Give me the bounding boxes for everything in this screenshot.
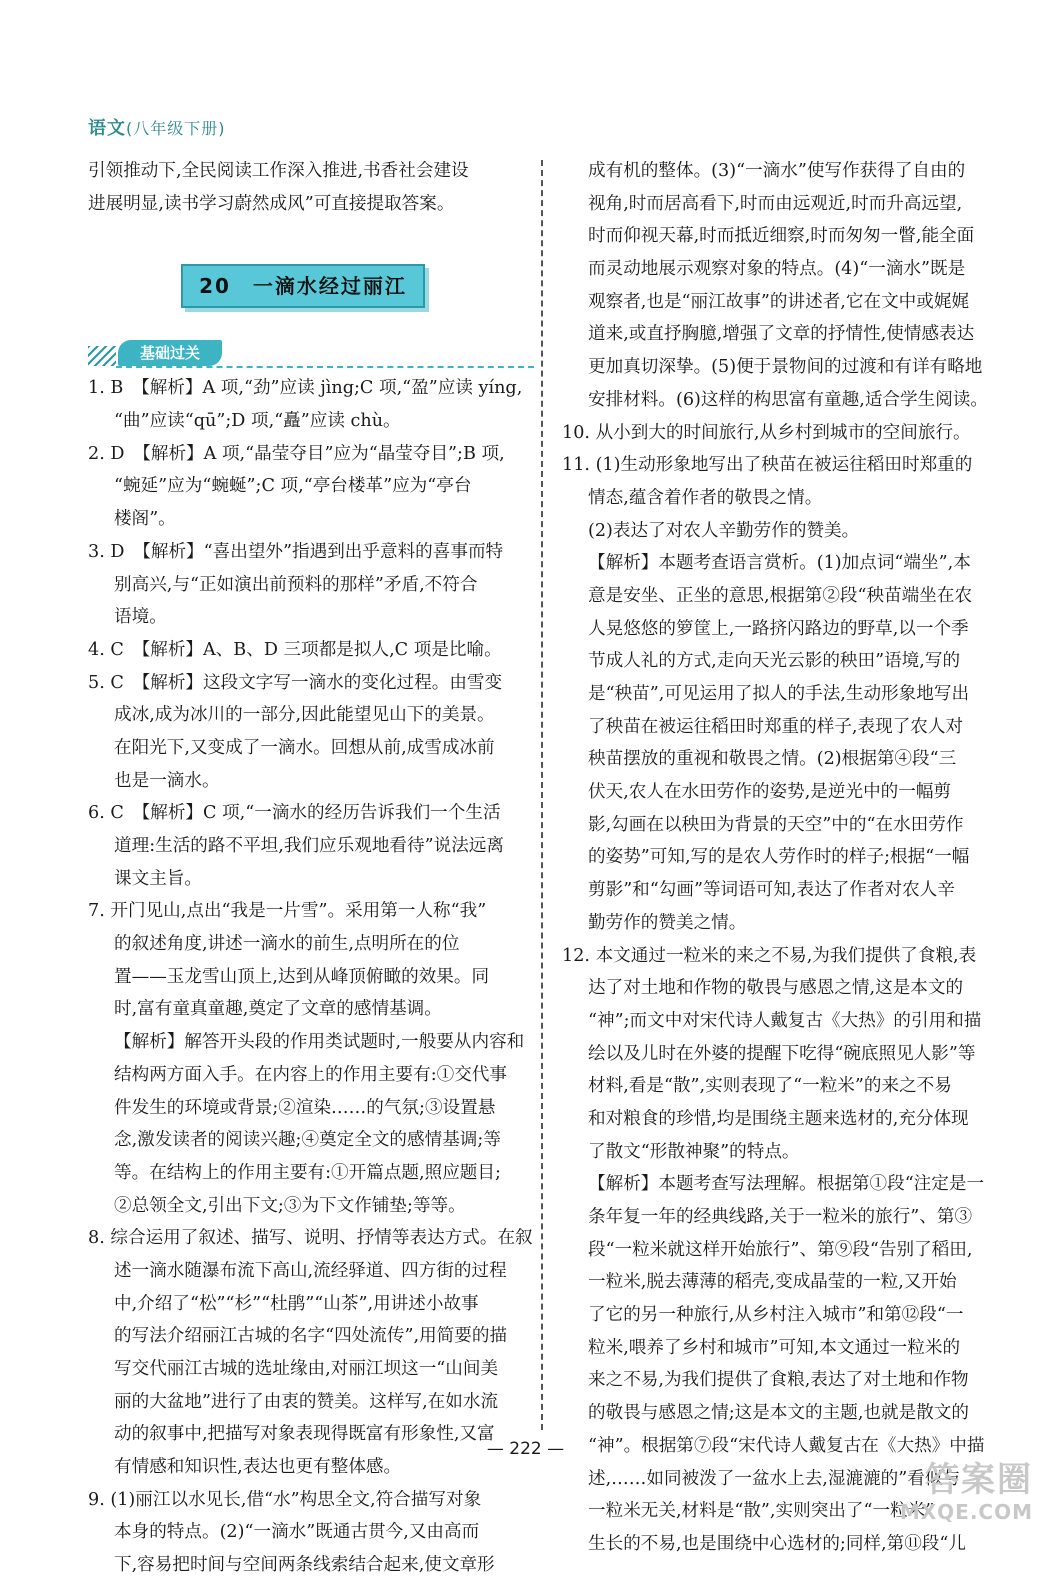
text-line: 下,容易把时间与空间两条线索结合起来,使文章形 bbox=[114, 1555, 495, 1576]
text-line: 11. (1)生动形象地写出了秧苗在被运往稻田时郑重的 bbox=[562, 455, 973, 476]
watermark-logo bbox=[873, 1460, 1033, 1530]
text-line: 的叙述角度,讲述一滴水的前生,点明所在的位 bbox=[114, 934, 460, 955]
text-line: 时,富有童真童趣,奠定了文章的感情基调。 bbox=[114, 999, 442, 1020]
text-line: 有情感和知识性,表达也更有整体感。 bbox=[114, 1457, 402, 1478]
text-line: 观察者,也是“丽江故事”的讲述者,它在文中或娓娓 bbox=[588, 291, 970, 312]
text-line: 道来,或直抒胸臆,增强了文章的抒情性,使情感表达 bbox=[588, 324, 975, 345]
text-line: 【解析】本题考查写法理解。根据第①段“注定是一 bbox=[588, 1174, 985, 1195]
running-header bbox=[88, 114, 226, 140]
text-line: 【解析】解答开头段的作用类试题时,一般要从内容和 bbox=[114, 1032, 525, 1053]
intro-text bbox=[88, 155, 534, 220]
text-line: 述,……如同被泼了一盆水上去,湿漉漉的”看似与 bbox=[588, 1468, 961, 1489]
text-line: 置——玉龙雪山顶上,达到从峰顶俯瞰的效果。同 bbox=[114, 966, 490, 987]
text-line: (2)表达了对农人辛勤劳作的赞美。 bbox=[588, 520, 860, 541]
text-line: 5. C 【解析】这段文字写一滴水的变化过程。由雪变 bbox=[88, 672, 503, 693]
text-line: 7. 开门见山,点出“我是一片雪”。采用第一人称“我” bbox=[88, 901, 487, 922]
section-rule bbox=[116, 366, 534, 368]
left-column bbox=[88, 155, 534, 1582]
text-line: 8. 综合运用了叙述、描写、说明、抒情等表达方式。在叙 bbox=[88, 1228, 533, 1249]
section-heading bbox=[88, 338, 534, 368]
volume-label: (八年级下册) bbox=[126, 119, 226, 138]
text-line: 引领推动下,全民阅读工作深入推进,书香社会建设 bbox=[88, 161, 469, 181]
text-line: 达了对土地和作物的敬畏与感恩之情,这是本文的 bbox=[588, 978, 964, 999]
text-line: “神”。根据第⑦段“宋代诗人戴复古在《大热》中描 bbox=[588, 1435, 985, 1456]
text-line: 材料,看是“散”,实则表现了“一粒米”的来之不易 bbox=[588, 1076, 952, 1097]
text-line: 人晃悠悠的箩筐上,一路挤闪路边的野草,以一个季 bbox=[588, 618, 969, 639]
text-line: 2. D 【解析】A 项,“晶莹夺目”应为“晶莹夺目”;B 项, bbox=[88, 443, 505, 464]
watermark-title: 答案圈 bbox=[925, 1460, 1033, 1500]
text-line: ②总领全文,引出下文;③为下文作铺垫;等等。 bbox=[114, 1195, 466, 1216]
text-line: 段“一粒米就这样开始旅行”、第⑨段“告别了稻田, bbox=[588, 1239, 973, 1260]
answer-list-left bbox=[88, 372, 534, 1581]
subject-label: 语文 bbox=[88, 118, 126, 139]
text-line: 一粒米无关,材料是“散”,实则突出了“一粒米” bbox=[588, 1501, 935, 1522]
text-line: 念,激发读者的阅读兴趣;④奠定全文的感情基调;等 bbox=[114, 1130, 501, 1151]
text-line: “曲”应读“qū”;D 项,“矗”应读 chù。 bbox=[114, 411, 401, 432]
text-line: 动的叙事中,把描写对象表现得既富有形象性,又富 bbox=[114, 1424, 495, 1445]
text-line: 影,勾画在以秧田为背景的天空”中的“在水田劳作 bbox=[588, 814, 964, 835]
text-line: 视角,时而居高看下,时而由远观近,时而升高远望, bbox=[588, 193, 963, 214]
page-number: — 222 — bbox=[486, 1439, 565, 1459]
text-line: 课文主旨。 bbox=[114, 868, 202, 889]
text-line: 秧苗摆放的重视和敬畏之情。(2)根据第④段“三 bbox=[588, 749, 957, 770]
text-line: 在阳光下,又变成了一滴水。回想从前,成雪成冰前 bbox=[114, 737, 495, 758]
lesson-title: 20 一滴水经过丽江 bbox=[181, 264, 425, 308]
text-line: 也是一滴水。 bbox=[114, 770, 220, 791]
text-line: 了秧苗在被运往稻田时郑重的样子,表现了农人对 bbox=[588, 716, 964, 737]
text-line: 【解析】本题考查语言赏析。(1)加点词“端坐”,本 bbox=[588, 553, 971, 574]
text-line: 成有机的整体。(3)“一滴水”使写作获得了自由的 bbox=[588, 161, 966, 181]
text-line: 别高兴,与“正如演出前预料的那样”矛盾,不符合 bbox=[114, 574, 478, 595]
text-line: 写交代丽江古城的选址缘由,对丽江坝这一“山间美 bbox=[114, 1359, 499, 1379]
text-line: “蜿延”应为“蜿蜒”;C 项,“亭台楼革”应为“亭台 bbox=[114, 476, 472, 497]
text-line: 更加真切深挚。(5)便于景物间的过渡和有详有略地 bbox=[588, 357, 983, 378]
text-line: 粒米,喂养了乡村和城市”可知,本文通过一粒米的 bbox=[588, 1337, 961, 1358]
text-line: 进展明显,读书学习蔚然成风”可直接提取答案。 bbox=[88, 193, 455, 214]
text-line: 来之不易,为我们提供了食粮,表达了对土地和作物 bbox=[588, 1370, 969, 1391]
text-line: 4. C 【解析】A、B、D 三项都是拟人,C 项是比喻。 bbox=[88, 639, 502, 660]
text-line: 语境。 bbox=[114, 607, 167, 628]
text-line: “神”;而文中对宋代诗人戴复古《大热》的引用和描 bbox=[588, 1010, 982, 1031]
column-divider bbox=[541, 160, 543, 1430]
text-line: 生长的不易,也是围绕中心选材的;同样,第⑪段“儿 bbox=[588, 1533, 966, 1554]
text-line: 的写法介绍丽江古城的名字“四处流传”,用简要的描 bbox=[114, 1326, 508, 1347]
text-line: 本身的特点。(2)“一滴水”既通古贯今,又由高而 bbox=[114, 1522, 480, 1543]
answer-list-right bbox=[562, 155, 1008, 1561]
section-label: 基础过关 bbox=[118, 340, 222, 366]
text-line: 10. 从小到大的时间旅行,从乡村到城市的空间旅行。 bbox=[562, 422, 971, 443]
text-line: 道理:生活的路不平坦,我们应乐观地看待”说法远离 bbox=[114, 836, 504, 856]
text-line: 件发生的环境或背景;②渲染……的气氛;③设置悬 bbox=[114, 1097, 496, 1118]
text-line: 时而仰视天幕,时而抵近细察,时而匆匆一瞥,能全面 bbox=[588, 226, 975, 247]
text-line: 述一滴水随瀑布流下高山,流经驿道、四方街的过程 bbox=[114, 1260, 507, 1281]
text-line: 了散文“形散神聚”的特点。 bbox=[588, 1141, 800, 1162]
text-line: 的敬畏与感恩之情;这是本文的主题,也就是散文的 bbox=[588, 1403, 969, 1424]
text-line: 条年复一年的经典线路,关于一粒米的旅行”、第③ bbox=[588, 1207, 973, 1227]
text-line: 12. 本文通过一粒米的来之不易,为我们提供了食粮,表 bbox=[562, 945, 977, 966]
text-line: 了它的另一种旅行,从乡村注入城市”和第⑫段“一 bbox=[588, 1305, 964, 1326]
text-line: 意是安坐、正坐的意思,根据第②段“秧苗端坐在农 bbox=[588, 585, 973, 606]
text-line: 而灵动地展示观察对象的特点。(4)“一滴水”既是 bbox=[588, 259, 966, 280]
text-line: 绘以及儿时在外婆的提醒下吃得“碗底照见人影”等 bbox=[588, 1043, 976, 1064]
text-line: 3. D 【解析】“喜出望外”指遇到出乎意料的喜事而特 bbox=[88, 541, 504, 562]
text-line: 是“秧苗”,可见运用了拟人的手法,生动形象地写出 bbox=[588, 684, 970, 704]
text-line: 剪影”和“勾画”等词语可知,表达了作者对农人辛 bbox=[588, 880, 955, 901]
watermark-url: MXQE.COM bbox=[899, 1500, 1033, 1524]
right-column bbox=[562, 155, 1008, 1561]
text-line: 9. (1)丽江以水见长,借“水”构思全文,符合描写对象 bbox=[88, 1489, 482, 1510]
text-line: 丽的大盆地”进行了由衷的赞美。这样写,在如水流 bbox=[114, 1391, 499, 1412]
text-line: 一粒米,脱去薄薄的稻壳,变成晶莹的一粒,又开始 bbox=[588, 1272, 957, 1293]
text-line: 伏天,农人在水田劳作的姿势,是逆光中的一幅剪 bbox=[588, 782, 952, 803]
text-line: 中,介绍了“松”“杉”“杜鹃”“山茶”,用讲述小故事 bbox=[114, 1293, 479, 1314]
text-line: 情态,蕴含着作者的敬畏之情。 bbox=[588, 487, 823, 508]
text-line: 节成人礼的方式,走向天光云影的秧田”语境,写的 bbox=[588, 651, 961, 672]
stripe-decoration bbox=[88, 346, 116, 366]
text-line: 安排材料。(6)这样的构思富有童趣,适合学生阅读。 bbox=[588, 389, 988, 410]
text-line: 楼阁”。 bbox=[114, 509, 176, 530]
text-line: 勤劳作的赞美之情。 bbox=[588, 912, 747, 933]
text-line: 1. B 【解析】A 项,“劲”应读 jìng;C 项,“盈”应读 yíng, bbox=[88, 378, 523, 399]
text-line: 和对粮食的珍惜,均是围绕主题来选材的,充分体现 bbox=[588, 1108, 969, 1129]
text-line: 6. C 【解析】C 项,“一滴水的经历告诉我们一个生活 bbox=[88, 803, 501, 824]
text-line: 的姿势”可知,写的是农人劳作时的样子;根据“一幅 bbox=[588, 847, 970, 868]
text-line: 成冰,成为冰川的一部分,因此能望见山下的美景。 bbox=[114, 705, 495, 726]
text-line: 结构两方面入手。在内容上的作用主要有:①交代事 bbox=[114, 1064, 507, 1085]
text-line: 等。在结构上的作用主要有:①开篇点题,照应题目; bbox=[114, 1162, 501, 1183]
